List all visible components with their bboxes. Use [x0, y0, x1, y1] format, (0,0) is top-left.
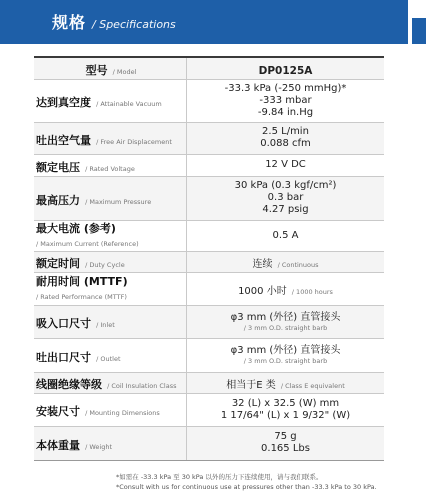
row-label-cell [34, 372, 187, 393]
row-value: -33.3 kPa (-250 mmHg)* [224, 82, 347, 94]
row-value: 0.165 Lbs [261, 443, 310, 454]
row-value: φ3 mm (外径) 直管接头 [230, 311, 341, 323]
row-value-en: / 3 mm O.D. straight barb [243, 357, 328, 365]
row-label-en: / Maximum Current (Reference) [36, 240, 139, 248]
row-label-cell [34, 122, 187, 154]
row-value-en: / 1000 hours [291, 288, 333, 296]
table-row [34, 251, 384, 272]
row-label-cn: 额定时间 [36, 257, 80, 270]
row-value-cell [187, 251, 385, 272]
row-label-en: / Attainable Vacuum [96, 100, 162, 108]
model-value: DP0125A [258, 64, 313, 77]
row-value-cell [187, 305, 385, 338]
model-value-cell [187, 57, 385, 79]
row-label-cn: 吸入口尺寸 [36, 317, 91, 330]
table-row [34, 338, 384, 372]
row-label-en: / Mounting Dimensions [85, 409, 160, 417]
row-label-en: / Free Air Displacement [96, 137, 172, 146]
row-value: 0.3 bar [267, 192, 304, 203]
row-label-cn: 本体重量 [36, 438, 80, 452]
row-label-en: / Maximum Pressure [85, 197, 152, 206]
row-label-cell [34, 220, 187, 251]
row-value: 1 17/64" (L) x 1 9/32" (W) [220, 409, 351, 421]
row-value-cell [187, 122, 385, 154]
row-value-en: / Class E equivalent [280, 382, 345, 390]
model-label-cell [34, 57, 187, 79]
row-value-cell [187, 154, 385, 176]
row-label-cell [34, 305, 187, 338]
model-label-en: / Model [112, 67, 137, 76]
table-row [34, 122, 384, 154]
row-label-cell [34, 176, 187, 220]
row-label-en: / Weight [85, 442, 112, 451]
row-value-cell [187, 272, 385, 305]
footnote-en: *Consult with us for continuous use at pressures other than -33.3 kPa to 30 kPa. [116, 483, 377, 491]
row-value: 12 V DC [265, 159, 306, 170]
row-value-cell [187, 393, 385, 426]
row-value-cell [187, 372, 385, 393]
row-value: 连续 [252, 259, 273, 270]
footnote-cn: *如需在 -33.3 kPa 至 30 kPa 以外的压力下连续使用，请与我们联系。 [116, 473, 323, 481]
row-value-cell [187, 79, 385, 122]
header-edge-tab [412, 18, 426, 44]
row-value: 0.5 A [272, 229, 299, 241]
row-label-cn: 达到真空度 [36, 96, 91, 109]
row-value: 1000 小时 [238, 286, 287, 297]
row-value: 32 (L) x 32.5 (W) mm [231, 397, 340, 409]
row-label-cell [34, 338, 187, 372]
table-row-model [34, 57, 384, 79]
title-cn: 规格 [52, 13, 87, 32]
table-row [34, 79, 384, 122]
row-label-en: / Coil Insulation Class [107, 382, 177, 390]
row-label-cn: 吐出口尺寸 [36, 350, 91, 364]
row-label-cell [34, 154, 187, 176]
table-row [34, 176, 384, 220]
row-label-cell [34, 272, 187, 305]
table-row [34, 393, 384, 426]
row-label-cn: 安装尺寸 [36, 405, 80, 418]
table-row [34, 272, 384, 305]
row-value: φ3 mm (外径) 直管接头 [230, 345, 341, 356]
row-value: -9.84 in.Hg [257, 106, 314, 118]
footnote [116, 472, 416, 492]
row-label-cell [34, 79, 187, 122]
row-value: 2.5 L/min [262, 126, 309, 137]
section-title [52, 10, 176, 36]
row-value: 0.088 cfm [260, 138, 311, 149]
row-label-cn: 线圈绝缘等级 [36, 378, 102, 391]
row-label-en: / Inlet [96, 321, 115, 329]
row-label-cn: 额定电压 [36, 160, 80, 174]
row-value-cell [187, 338, 385, 372]
table-row [34, 426, 384, 460]
row-value-cell [187, 220, 385, 251]
table-row [34, 372, 384, 393]
row-value-cell [187, 176, 385, 220]
model-label-cn: 型号 [85, 63, 108, 77]
row-value: 4.27 psig [262, 204, 309, 215]
row-label-cell [34, 426, 187, 460]
row-value: 相当于E 类 [226, 380, 276, 391]
row-value-cell [187, 426, 385, 460]
row-label-en: / Rated Performance (MTTF) [36, 293, 127, 301]
row-label-cn: 吐出空气量 [36, 133, 91, 147]
row-value-en: / Continuous [277, 261, 319, 269]
row-value: -333 mbar [259, 94, 312, 106]
table-row [34, 305, 384, 338]
row-value: 75 g [274, 431, 297, 442]
row-value-en: / 3 mm O.D. straight barb [243, 323, 328, 332]
row-value: 30 kPa (0.3 kgf/cm²) [234, 180, 337, 191]
row-label-cn: 最大电流 (参考) [36, 222, 116, 235]
row-label-en: / Rated Voltage [85, 164, 135, 173]
row-label-en: / Duty Cycle [85, 261, 125, 269]
row-label-cell [34, 393, 187, 426]
title-en: / Specifications [92, 18, 176, 31]
row-label-cn: 耐用时间 (MTTF) [36, 275, 128, 288]
row-label-en: / Outlet [96, 354, 121, 363]
row-label-cn: 最高压力 [36, 193, 80, 207]
row-label-cell [34, 251, 187, 272]
table-row [34, 154, 384, 176]
spec-table [34, 56, 384, 461]
table-row [34, 220, 384, 251]
